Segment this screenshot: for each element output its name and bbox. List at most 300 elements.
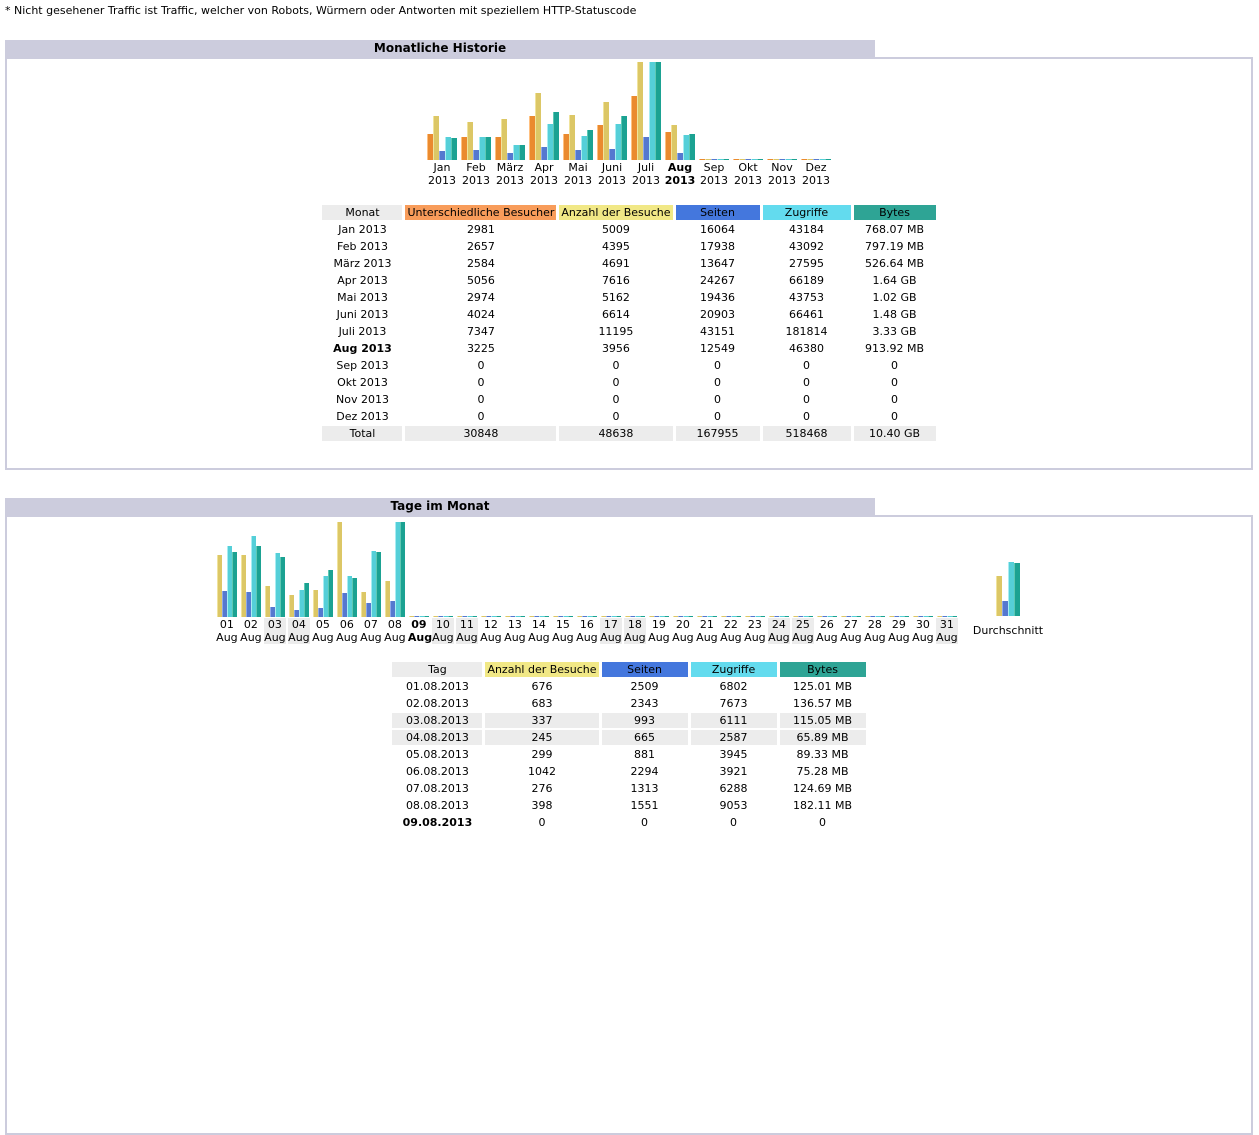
day-columns bbox=[215, 522, 959, 644]
bytes-bar bbox=[256, 546, 261, 617]
value-cell: 676 bbox=[531, 680, 553, 693]
value-cell: 46380 bbox=[789, 342, 824, 355]
value-cell: 12549 bbox=[700, 342, 735, 355]
column-header: Tag bbox=[392, 662, 482, 677]
month-year: 2013 bbox=[428, 174, 456, 187]
day-number: 29 bbox=[891, 618, 906, 631]
average-bars bbox=[996, 521, 1020, 616]
month-year: 2013 bbox=[598, 174, 626, 187]
value-cell: 7673 bbox=[719, 697, 748, 710]
bytes-bar bbox=[655, 62, 661, 160]
day-label bbox=[216, 618, 238, 644]
row-label-cell: 04.08.2013 bbox=[392, 730, 482, 745]
day-number: 19 bbox=[651, 618, 666, 631]
day-number: 13 bbox=[507, 618, 522, 631]
row-label-cell: Sep 2013 bbox=[336, 359, 389, 372]
day-label bbox=[407, 618, 433, 644]
month-year: 2013 bbox=[664, 174, 696, 187]
day-number: 24 bbox=[771, 618, 786, 631]
month-bars bbox=[801, 62, 831, 160]
day-group bbox=[503, 522, 527, 644]
value-cell: 0 bbox=[803, 393, 810, 406]
day-bars bbox=[697, 522, 717, 617]
day-bars bbox=[385, 522, 405, 617]
day-label bbox=[648, 618, 670, 644]
stats-table bbox=[389, 660, 868, 832]
day-month: Aug bbox=[504, 631, 526, 644]
bytes-bar bbox=[485, 137, 491, 160]
bytes-bar bbox=[791, 159, 797, 160]
value-cell: 3945 bbox=[719, 748, 748, 761]
bytes-bar bbox=[553, 112, 559, 160]
day-number: 30 bbox=[915, 618, 930, 631]
day-bars bbox=[409, 522, 429, 617]
day-group bbox=[311, 522, 335, 644]
month-label bbox=[496, 161, 524, 187]
day-group bbox=[527, 522, 551, 644]
value-cell: 337 bbox=[485, 713, 598, 728]
bytes-bar bbox=[640, 616, 645, 617]
day-label bbox=[504, 618, 526, 644]
day-bars bbox=[841, 522, 861, 617]
day-label bbox=[696, 618, 718, 644]
column-header: Bytes bbox=[780, 662, 866, 677]
day-bars bbox=[337, 522, 357, 617]
day-bars bbox=[529, 522, 549, 617]
value-cell: 2974 bbox=[466, 291, 495, 304]
month-group bbox=[629, 62, 663, 187]
day-number: 21 bbox=[699, 618, 714, 631]
day-month: Aug bbox=[696, 631, 718, 644]
day-number: 23 bbox=[747, 618, 762, 631]
month-name: März bbox=[496, 161, 524, 174]
day-month: Aug bbox=[216, 631, 238, 644]
day-label bbox=[528, 618, 550, 644]
value-cell: 4691 bbox=[601, 257, 630, 270]
day-group bbox=[743, 522, 767, 644]
monthly-chart bbox=[7, 59, 1251, 187]
table-row bbox=[392, 713, 865, 728]
value-cell: 11195 bbox=[598, 325, 634, 338]
month-name: Juni bbox=[601, 161, 623, 174]
month-label bbox=[598, 161, 626, 187]
day-bars bbox=[889, 522, 909, 617]
value-cell: 19436 bbox=[700, 291, 735, 304]
day-group bbox=[383, 522, 407, 644]
day-group bbox=[767, 522, 791, 644]
table-row bbox=[322, 222, 935, 237]
day-number: 16 bbox=[579, 618, 594, 631]
day-group bbox=[479, 522, 503, 644]
bytes-bar bbox=[856, 616, 861, 617]
day-month: Aug bbox=[816, 631, 838, 644]
month-bars bbox=[563, 62, 593, 160]
day-group bbox=[623, 522, 647, 644]
bytes-bar bbox=[723, 159, 729, 160]
month-bars bbox=[631, 62, 661, 160]
header-row bbox=[392, 662, 865, 677]
bytes-bar bbox=[376, 552, 381, 617]
day-number: 15 bbox=[555, 618, 570, 631]
value-cell: 0 bbox=[819, 816, 827, 829]
day-number: 11 bbox=[459, 618, 474, 631]
day-number: 12 bbox=[483, 618, 498, 631]
day-number: 04 bbox=[291, 618, 306, 631]
month-label bbox=[632, 161, 660, 187]
day-label bbox=[288, 618, 310, 644]
value-cell: 5162 bbox=[601, 291, 630, 304]
row-label-cell: 09.08.2013 bbox=[402, 816, 473, 829]
value-cell: 9053 bbox=[719, 799, 748, 812]
total-value-cell: 518468 bbox=[763, 426, 851, 441]
day-number: 25 bbox=[795, 618, 810, 631]
day-label bbox=[792, 618, 814, 644]
month-label bbox=[462, 161, 490, 187]
month-label bbox=[665, 161, 696, 187]
value-cell: 6802 bbox=[719, 680, 748, 693]
row-label-cell: 08.08.2013 bbox=[405, 799, 469, 812]
day-group bbox=[551, 522, 575, 644]
value-cell: 115.05 MB bbox=[780, 713, 866, 728]
value-cell: 75.28 MB bbox=[796, 765, 849, 778]
column-header: Zugriffe bbox=[763, 205, 851, 220]
day-bars bbox=[505, 522, 525, 617]
total-value-cell: 10.40 GB bbox=[854, 426, 936, 441]
month-year: 2013 bbox=[734, 174, 762, 187]
day-month: Aug bbox=[840, 631, 862, 644]
table-row bbox=[322, 307, 935, 322]
month-name: Juli bbox=[637, 161, 655, 174]
day-number: 26 bbox=[819, 618, 834, 631]
bytes-bar bbox=[880, 616, 885, 617]
bytes-bar bbox=[232, 552, 237, 617]
day-label bbox=[624, 618, 646, 644]
daily-table-wrap bbox=[7, 660, 1251, 832]
bytes-bar bbox=[400, 522, 405, 617]
day-label bbox=[240, 618, 262, 644]
bytes-bar bbox=[1014, 563, 1020, 616]
value-cell: 0 bbox=[891, 393, 898, 406]
day-bars bbox=[865, 522, 885, 617]
stats-table bbox=[319, 203, 938, 443]
value-cell: 2294 bbox=[630, 765, 659, 778]
value-cell: 89.33 MB bbox=[796, 748, 849, 761]
value-cell: 683 bbox=[531, 697, 553, 710]
value-cell: 6111 bbox=[691, 713, 777, 728]
day-number: 10 bbox=[435, 618, 450, 631]
value-cell: 1313 bbox=[630, 782, 659, 795]
value-cell: 2343 bbox=[630, 697, 659, 710]
month-label bbox=[564, 161, 592, 187]
day-number: 20 bbox=[675, 618, 690, 631]
header-row bbox=[322, 205, 935, 220]
bytes-bar bbox=[832, 616, 837, 617]
bytes-bar bbox=[808, 616, 813, 617]
day-group bbox=[935, 522, 959, 644]
month-label bbox=[802, 161, 830, 187]
value-cell: 1042 bbox=[527, 765, 556, 778]
value-cell: 398 bbox=[531, 799, 553, 812]
table-row bbox=[392, 798, 865, 813]
month-bars bbox=[665, 62, 695, 160]
day-month: Aug bbox=[360, 631, 382, 644]
day-group bbox=[431, 522, 455, 644]
value-cell: 16064 bbox=[700, 223, 735, 236]
table-row bbox=[392, 781, 865, 796]
value-cell: 2587 bbox=[691, 730, 777, 745]
bytes-bar bbox=[757, 159, 763, 160]
total-value-cell: 30848 bbox=[405, 426, 556, 441]
day-bars bbox=[265, 522, 285, 617]
value-cell: 181814 bbox=[785, 325, 828, 338]
value-cell: 0 bbox=[803, 410, 810, 423]
value-cell: 0 bbox=[477, 359, 485, 372]
value-cell: 3921 bbox=[719, 765, 748, 778]
day-number: 09 bbox=[411, 618, 427, 631]
row-label-cell: März 2013 bbox=[333, 257, 392, 270]
day-label bbox=[432, 618, 454, 644]
day-group bbox=[863, 522, 887, 644]
day-number: 06 bbox=[339, 618, 354, 631]
total-label-cell: Total bbox=[322, 426, 402, 441]
table-row bbox=[392, 815, 865, 830]
table-row bbox=[322, 239, 935, 254]
bytes-bar bbox=[424, 616, 429, 617]
month-bars bbox=[461, 62, 491, 160]
bytes-bar bbox=[592, 616, 597, 617]
day-number: 05 bbox=[315, 618, 330, 631]
day-month: Aug bbox=[648, 631, 670, 644]
bytes-bar bbox=[736, 616, 741, 617]
value-cell: 2981 bbox=[466, 223, 495, 236]
day-bars bbox=[361, 522, 381, 617]
table-row bbox=[392, 696, 865, 711]
day-label bbox=[912, 618, 934, 644]
day-label bbox=[384, 618, 406, 644]
value-cell: 797.19 MB bbox=[864, 240, 925, 253]
day-month: Aug bbox=[624, 631, 646, 644]
value-cell: 0 bbox=[612, 359, 620, 372]
bytes-bar bbox=[689, 134, 695, 160]
table-row bbox=[322, 256, 935, 271]
month-group bbox=[527, 62, 561, 187]
value-cell: 182.11 MB bbox=[793, 799, 853, 812]
value-cell: 0 bbox=[477, 376, 485, 389]
month-name: Feb bbox=[466, 161, 486, 174]
value-cell: 65.89 MB bbox=[780, 730, 866, 745]
day-group bbox=[335, 522, 359, 644]
bytes-bar bbox=[280, 557, 285, 617]
day-group bbox=[647, 522, 671, 644]
row-label-cell: 03.08.2013 bbox=[392, 713, 482, 728]
value-cell: 1.02 GB bbox=[872, 291, 917, 304]
table-row bbox=[322, 341, 935, 356]
value-cell: 27595 bbox=[789, 257, 824, 270]
day-month: Aug bbox=[768, 631, 790, 644]
day-label bbox=[744, 618, 766, 644]
day-bars bbox=[313, 522, 333, 617]
traffic-note: * Nicht gesehener Traffic ist Traffic, welcher von Robots, Würmern oder Antworten mit speziellem HTTP-Statuscode bbox=[5, 4, 637, 17]
row-label-cell: Dez 2013 bbox=[336, 410, 389, 423]
table-row bbox=[392, 730, 865, 745]
bytes-bar bbox=[904, 616, 909, 617]
column-header: Bytes bbox=[854, 205, 936, 220]
day-number: 03 bbox=[267, 618, 282, 631]
month-group bbox=[663, 62, 697, 187]
bytes-bar bbox=[448, 616, 453, 617]
month-group bbox=[799, 62, 833, 187]
bytes-bar bbox=[784, 616, 789, 617]
day-month: Aug bbox=[480, 631, 502, 644]
day-bars bbox=[649, 522, 669, 617]
month-name: Apr bbox=[534, 161, 554, 174]
value-cell: 43753 bbox=[789, 291, 824, 304]
day-number: 07 bbox=[363, 618, 378, 631]
value-cell: 993 bbox=[602, 713, 688, 728]
value-cell: 43092 bbox=[789, 240, 824, 253]
day-month: Aug bbox=[240, 631, 262, 644]
day-number: 31 bbox=[939, 618, 954, 631]
month-bars bbox=[767, 62, 797, 160]
row-label-cell: 07.08.2013 bbox=[405, 782, 469, 795]
row-label-cell: Mai 2013 bbox=[337, 291, 388, 304]
day-group bbox=[215, 522, 239, 644]
day-month: Aug bbox=[384, 631, 406, 644]
day-label bbox=[840, 618, 862, 644]
day-number: 02 bbox=[243, 618, 258, 631]
value-cell: 0 bbox=[612, 410, 620, 423]
bytes-bar bbox=[825, 159, 831, 160]
day-month: Aug bbox=[432, 631, 454, 644]
month-name: Sep bbox=[703, 161, 725, 174]
day-label bbox=[312, 618, 334, 644]
day-label bbox=[456, 618, 478, 644]
bytes-bar bbox=[760, 616, 765, 617]
value-cell: 3225 bbox=[466, 342, 495, 355]
total-value-cell: 48638 bbox=[559, 426, 672, 441]
day-group bbox=[791, 522, 815, 644]
value-cell: 13647 bbox=[700, 257, 735, 270]
month-bars bbox=[495, 62, 525, 160]
day-bars bbox=[937, 522, 957, 617]
value-cell: 0 bbox=[714, 393, 721, 406]
month-bars bbox=[733, 62, 763, 160]
bytes-bar bbox=[451, 138, 457, 160]
total-row bbox=[322, 426, 935, 441]
day-month: Aug bbox=[888, 631, 910, 644]
value-cell: 0 bbox=[730, 816, 738, 829]
day-month: Aug bbox=[288, 631, 310, 644]
value-cell: 4024 bbox=[466, 308, 495, 321]
day-bars bbox=[481, 522, 501, 617]
day-label bbox=[864, 618, 886, 644]
days-in-month-section bbox=[5, 498, 1253, 1135]
value-cell: 24267 bbox=[700, 274, 735, 287]
day-month: Aug bbox=[264, 631, 286, 644]
table-row bbox=[322, 324, 935, 339]
value-cell: 5056 bbox=[466, 274, 495, 287]
column-header: Monat bbox=[322, 205, 402, 220]
value-cell: 7347 bbox=[466, 325, 495, 338]
month-group bbox=[765, 62, 799, 187]
month-group bbox=[459, 62, 493, 187]
row-label-cell: Nov 2013 bbox=[336, 393, 389, 406]
bytes-bar bbox=[928, 616, 933, 617]
day-label bbox=[672, 618, 694, 644]
value-cell: 0 bbox=[612, 393, 620, 406]
month-label bbox=[768, 161, 796, 187]
day-group bbox=[599, 522, 623, 644]
day-month: Aug bbox=[528, 631, 550, 644]
day-number: 08 bbox=[387, 618, 402, 631]
daily-chart bbox=[7, 517, 1251, 644]
month-bars bbox=[699, 62, 729, 160]
value-cell: 768.07 MB bbox=[864, 223, 925, 236]
value-cell: 0 bbox=[641, 816, 649, 829]
value-cell: 2509 bbox=[630, 680, 659, 693]
value-cell: 125.01 MB bbox=[793, 680, 853, 693]
day-month: Aug bbox=[552, 631, 574, 644]
value-cell: 1.64 GB bbox=[872, 274, 917, 287]
month-group bbox=[697, 62, 731, 187]
column-header: Unterschiedliche Besucher bbox=[407, 206, 555, 219]
bytes-bar bbox=[472, 616, 477, 617]
value-cell: 1551 bbox=[630, 799, 659, 812]
monthly-history-section bbox=[5, 40, 1253, 470]
day-month: Aug bbox=[720, 631, 742, 644]
bytes-bar bbox=[621, 116, 627, 160]
day-label bbox=[936, 618, 958, 644]
month-bars bbox=[427, 62, 457, 160]
row-label-cell: 01.08.2013 bbox=[405, 680, 469, 693]
value-cell: 0 bbox=[477, 393, 485, 406]
row-label-cell: 05.08.2013 bbox=[405, 748, 469, 761]
day-number: 18 bbox=[627, 618, 642, 631]
value-cell: 66189 bbox=[789, 274, 824, 287]
month-group bbox=[731, 62, 765, 187]
month-year: 2013 bbox=[462, 174, 490, 187]
bytes-bar bbox=[664, 616, 669, 617]
day-bars bbox=[625, 522, 645, 617]
monthly-table-wrap bbox=[7, 203, 1251, 443]
month-name: Mai bbox=[568, 161, 588, 174]
month-year: 2013 bbox=[700, 174, 728, 187]
day-group bbox=[695, 522, 719, 644]
daily-section-title: Tage im Monat bbox=[390, 499, 490, 513]
day-bars bbox=[817, 522, 837, 617]
day-label bbox=[336, 618, 358, 644]
day-bars bbox=[241, 522, 261, 617]
day-month: Aug bbox=[936, 631, 958, 644]
table-row bbox=[322, 375, 935, 390]
bytes-bar bbox=[952, 616, 957, 617]
day-group bbox=[287, 522, 311, 644]
day-group bbox=[911, 522, 935, 644]
day-group bbox=[839, 522, 863, 644]
table-row bbox=[322, 290, 935, 305]
value-cell: 6614 bbox=[601, 308, 630, 321]
month-label bbox=[530, 161, 558, 187]
day-number: 14 bbox=[531, 618, 546, 631]
value-cell: 1.48 GB bbox=[872, 308, 917, 321]
month-label bbox=[734, 161, 762, 187]
table-row bbox=[322, 392, 935, 407]
row-label-cell: Juli 2013 bbox=[338, 325, 387, 338]
day-month: Aug bbox=[744, 631, 766, 644]
day-month: Aug bbox=[336, 631, 358, 644]
month-name: Jan bbox=[433, 161, 451, 174]
month-group bbox=[493, 62, 527, 187]
